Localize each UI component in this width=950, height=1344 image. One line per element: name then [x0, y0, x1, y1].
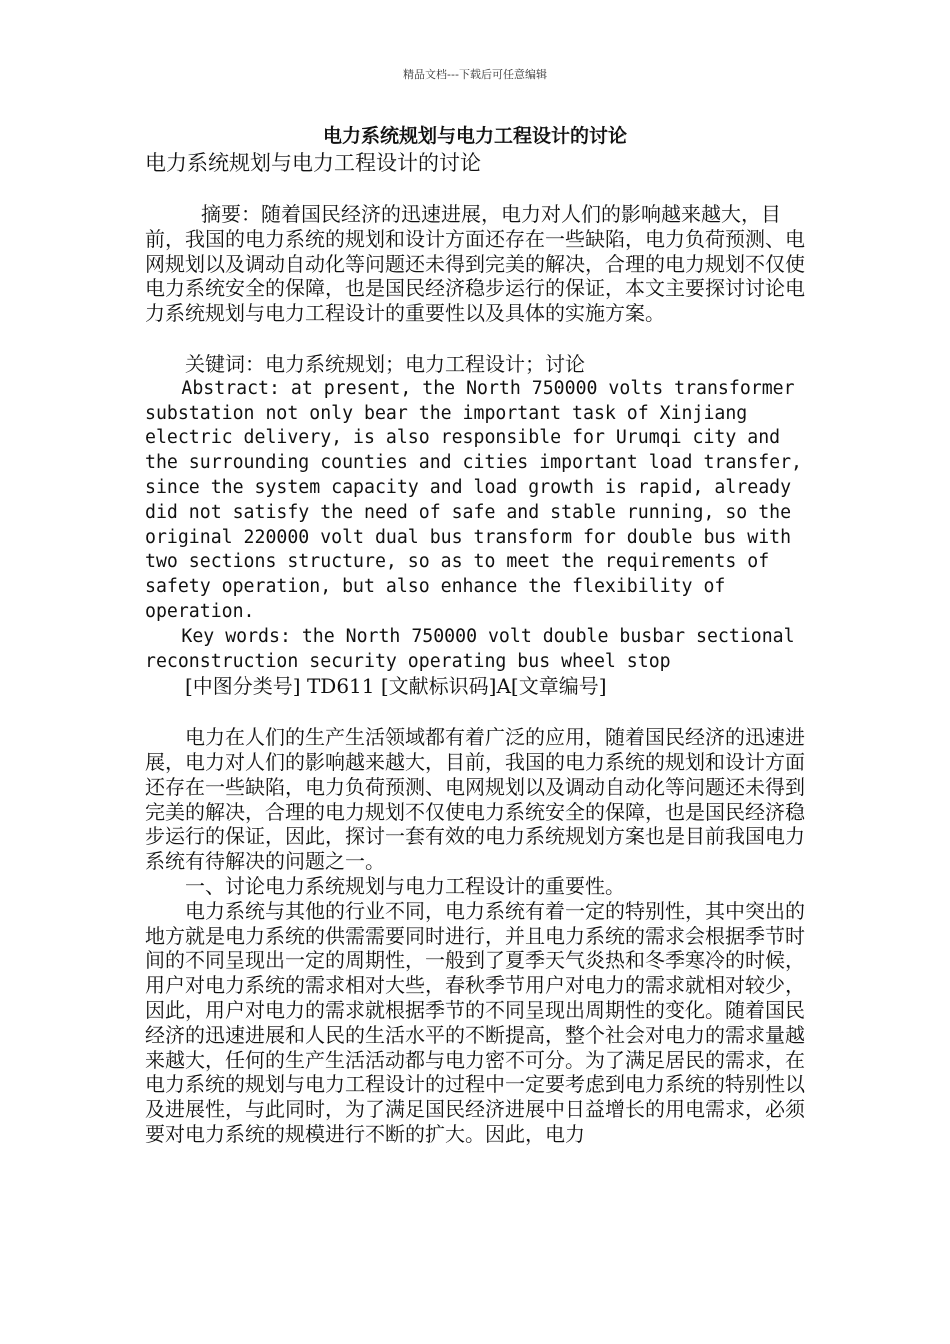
- document-subtitle: 电力系统规划与电力工程设计的讨论: [145, 151, 481, 175]
- page-header: 精品文档---下载后可任意编辑: [403, 68, 547, 81]
- intro-paragraph: 电力在人们的生产生活领域都有着广泛的应用，随着国民经济的迅速进展，电力对人们的影响越来越大，目前，我国的电力系统的规划和设计方面还存在一些缺陷，电力负荷预测、电网规划以及调动自动化等问题还未得到完美的解决，合理的电力规划不仅使电力系统安全的保障，也是国民经济稳步运行的保证，因此，探讨一套有效的电力系统规划方案也是目前我国电力系统有待解决的问题之一。: [145, 725, 805, 874]
- document-body: [145, 150, 815, 1147]
- keywords-cn: 关键词：电力系统规划；电力工程设计；讨论: [185, 351, 585, 376]
- abstract-cn: 摘要：随着国民经济的迅速进展，电力对人们的影响越来越大，目前，我国的电力系统的规划和设计方面还存在一些缺陷，电力负荷预测、电网规划以及调动自动化等问题还未得到完美的解决，合理的电力规划不仅使电力系统安全的保障，也是国民经济稳步运行的保证，本文主要探讨讨论电力系统规划与电力工程设计的重要性以及具体的实施方案。: [145, 202, 805, 326]
- classification-line: [中图分类号] TD611 [文献标识码]A[文章编号]: [185, 674, 607, 699]
- spacer: [145, 326, 815, 352]
- document-title: 电力系统规划与电力工程设计的讨论: [322, 125, 627, 147]
- spacer: [145, 699, 815, 725]
- abstract-en: Abstract: at present, the North 750000 volts transformer substation not only bear the important task of Xinjiang electric delivery, is also responsible for Urumqi city and the surrounding counties and cities important load transfer, since the system capacity and load growth is rapid, already did not satisfy the need of safe and stable running, so the original 220000 volt dual bus transform for double bus with two sections structure, so as to meet the requirements of safety operation, but also enhance the flexibility of operation.: [145, 377, 813, 622]
- spacer: [145, 176, 815, 202]
- section-paragraph: 电力系统与其他的行业不同，电力系统有着一定的特别性，其中突出的地方就是电力系统的供需需要同时进行，并且电力系统的需求会根据季节时间的不同呈现出一定的周期性，一般到了夏季天气炎热和冬季寒冷的时候，用户对电力系统的需求相对大些，春秋季节用户对电力的需求就相对较少，因此，用户对电力的需求就根据季节的不同呈现出周期性的变化。随着国民经济的迅速进展和人民的生活水平的不断提高，整个社会对电力的需求量越来越大，任何的生产生活活动都与电力密不可分。为了满足居民的需求，在电力系统的规划与电力工程设计的过程中一定要考虑到电力系统的特别性以及进展性，与此同时，为了满足国民经济进展中日益增长的用电需求，必须要对电力系统的规模进行不断的扩大。因此，电力: [145, 898, 805, 1146]
- section-heading: 一、讨论电力系统规划与电力工程设计的重要性。: [185, 873, 625, 898]
- keywords-en: Key words: the North 750000 volt double busbar sectional reconstruction security operating bus wheel stop: [145, 625, 806, 672]
